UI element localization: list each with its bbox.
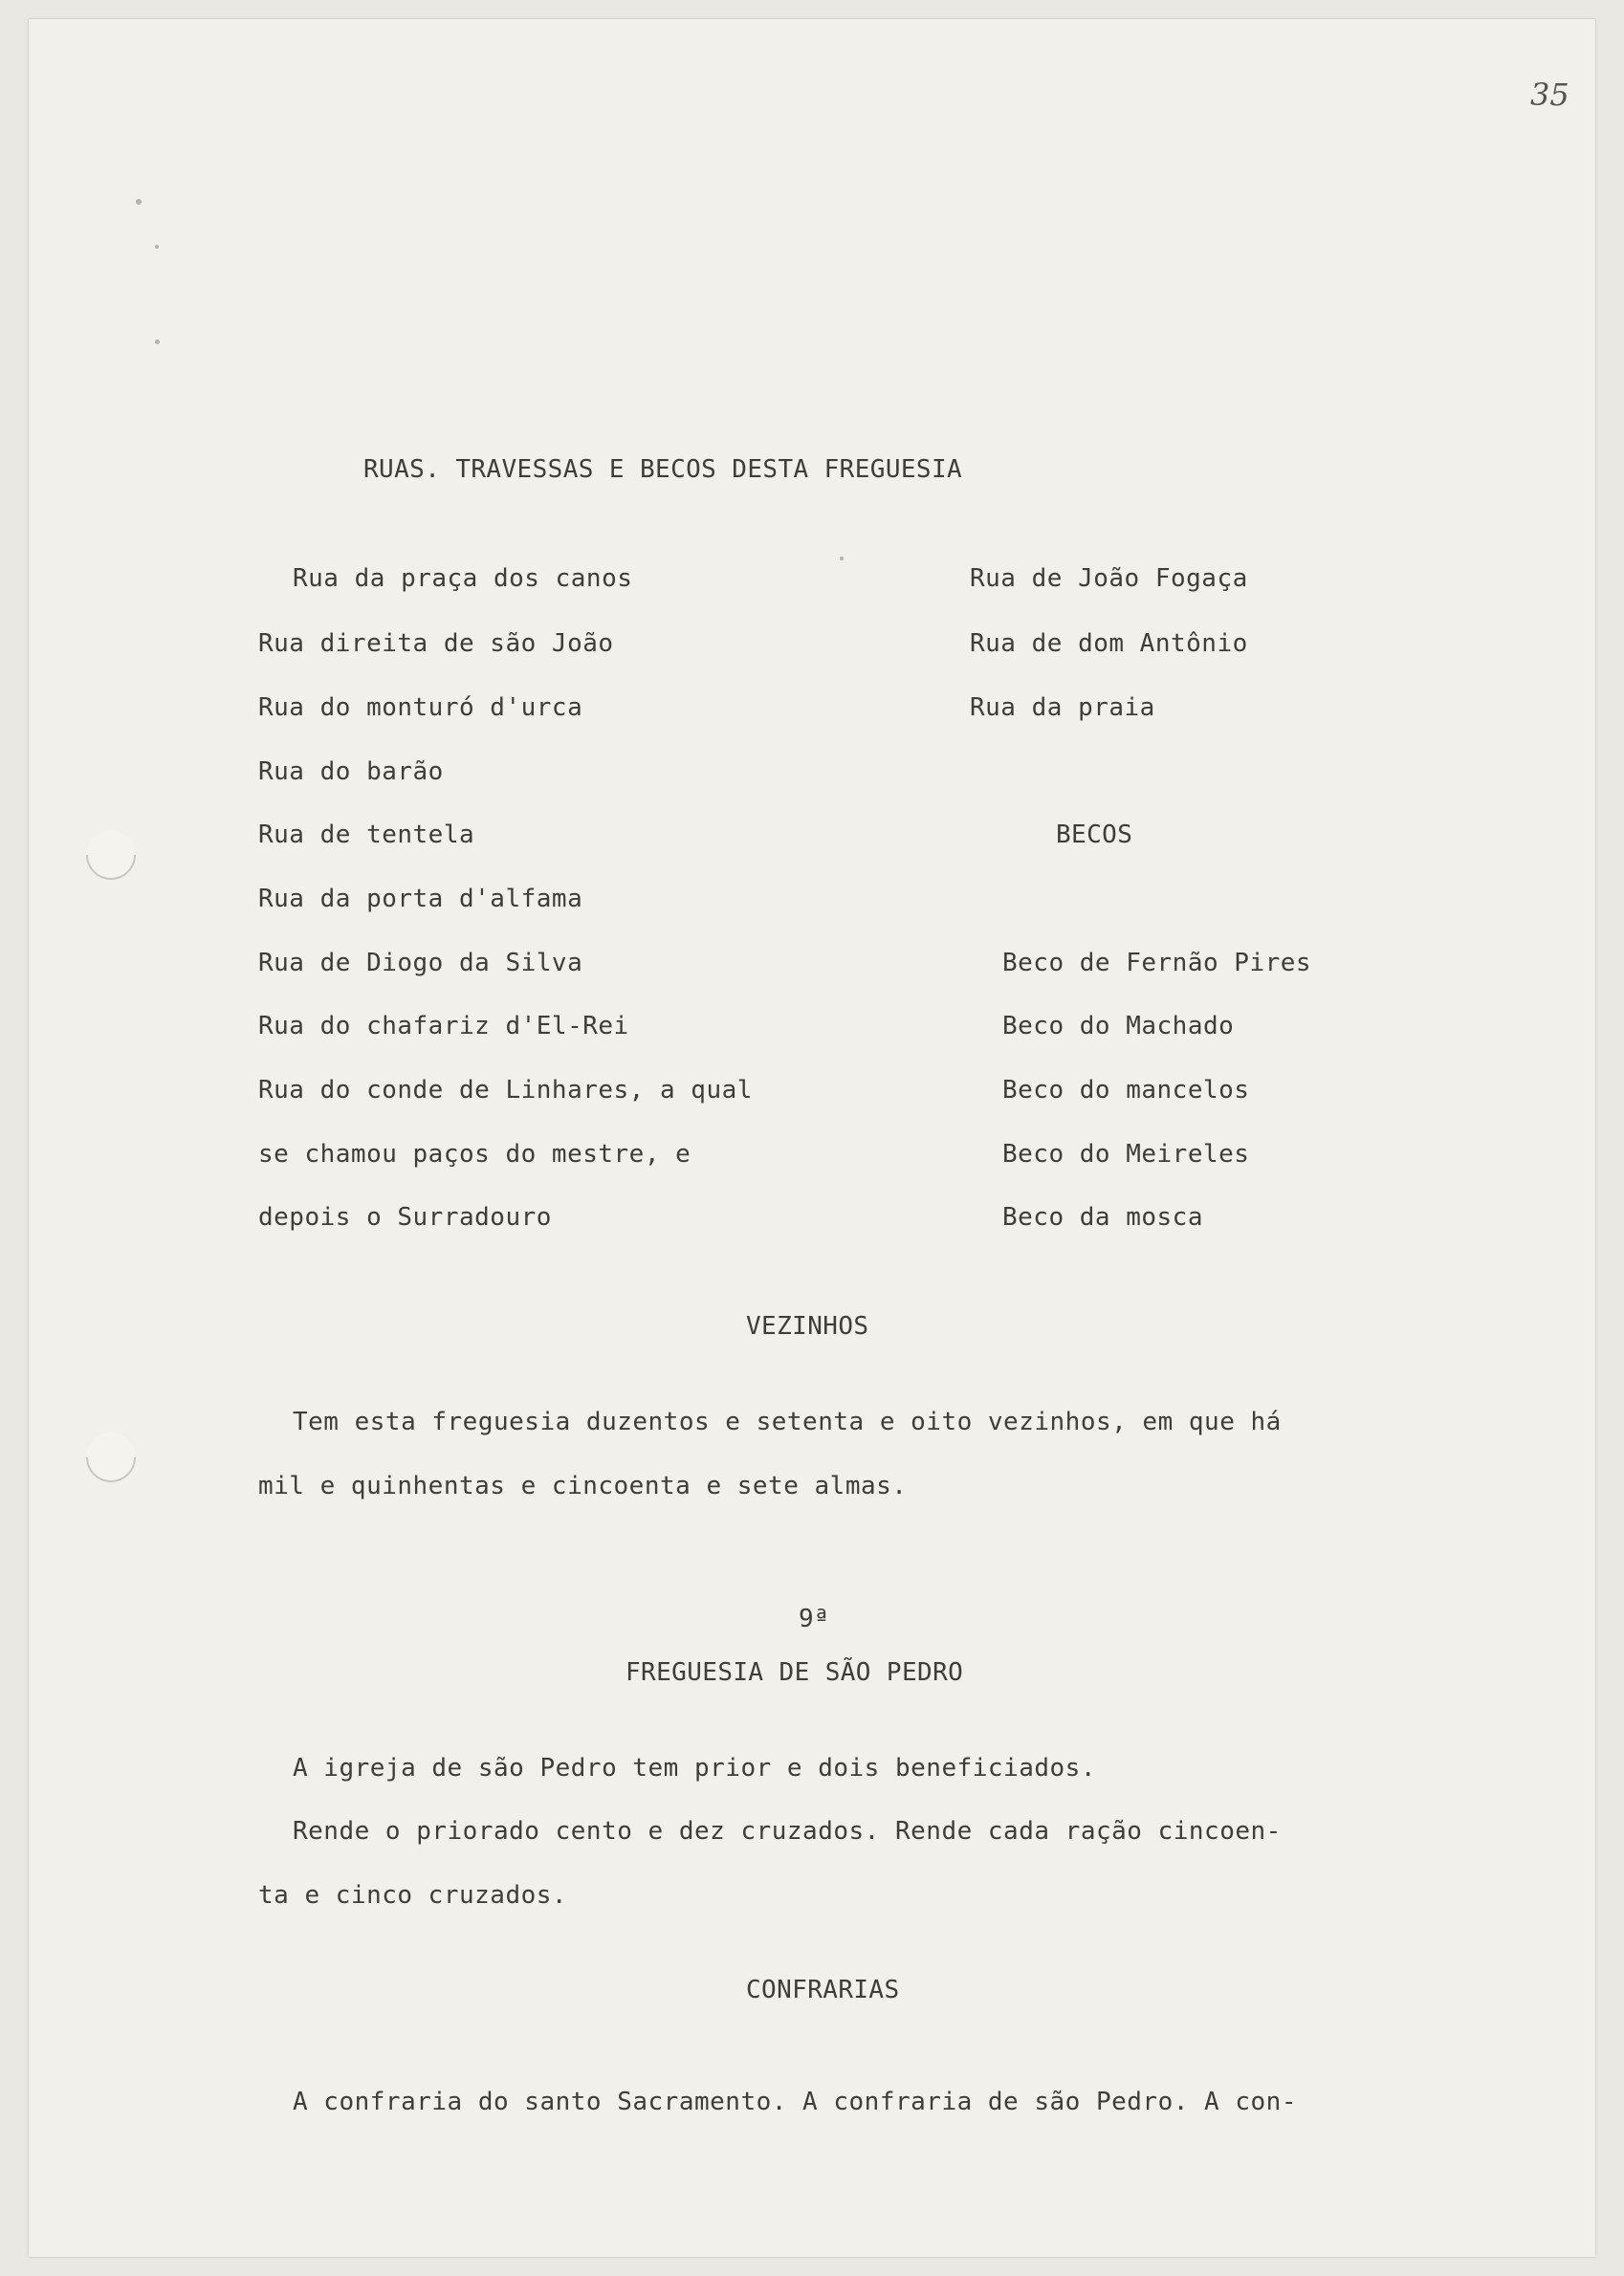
beco-line: Beco da mosca — [1002, 1203, 1203, 1232]
document-page — [29, 19, 1595, 2257]
paragraph-line: A confraria do santo Sacramento. A confraria de são Pedro. A con- — [293, 2088, 1297, 2116]
rua-line: Rua do chafariz d'El-Rei — [258, 1012, 629, 1040]
specks — [136, 199, 142, 205]
beco-line: Beco do mancelos — [1002, 1076, 1250, 1105]
rua-line: Rua da porta d'alfama — [258, 885, 583, 913]
confrarias-heading: CONFRARIAS — [746, 1976, 900, 2004]
rua-line: se chamou paços do mestre, e — [258, 1140, 691, 1169]
ruas-heading: RUAS. TRAVESSAS E BECOS DESTA FREGUESIA — [363, 455, 963, 484]
rua-line: Rua da praça dos canos — [293, 564, 633, 593]
beco-line: Beco do Machado — [1002, 1012, 1235, 1040]
specks — [155, 339, 160, 344]
rua-line: depois o Surradouro — [258, 1203, 552, 1232]
specks — [155, 245, 159, 249]
rua-line: Rua direita de são João — [258, 629, 614, 658]
beco-line: Beco de Fernão Pires — [1002, 949, 1312, 977]
rua-line: Rua de João Fogaça — [970, 564, 1248, 593]
paragraph-line: Tem esta freguesia duzentos e setenta e oito vezinhos, em que há — [293, 1408, 1282, 1436]
paragraph-line: ta e cinco cruzados. — [258, 1881, 568, 1910]
paragraph-line: Rende o priorado cento e dez cruzados. Rende cada ração cincoen- — [293, 1817, 1282, 1846]
rua-line: Rua de tentela — [258, 821, 475, 849]
punch-hole — [76, 820, 146, 890]
rua-line: Rua do monturó d'urca — [258, 693, 583, 722]
specks — [840, 557, 844, 560]
becos-heading: BECOS — [1056, 821, 1133, 849]
rua-line: Rua de Diogo da Silva — [258, 949, 583, 977]
rua-line: Rua da praia — [970, 693, 1155, 722]
paragraph-line: A igreja de são Pedro tem prior e dois beneficiados. — [293, 1754, 1096, 1783]
freguesia-heading: FREGUESIA DE SÃO PEDRO — [625, 1658, 964, 1687]
rua-line: Rua de dom Antônio — [970, 629, 1248, 658]
rua-line: Rua do barão — [258, 757, 444, 786]
vezinhos-heading: VEZINHOS — [746, 1312, 869, 1341]
beco-line: Beco do Meireles — [1002, 1140, 1250, 1169]
paragraph-line: mil e quinhentas e cincoenta e sete almas. — [258, 1472, 908, 1500]
rua-line: Rua do conde de Linhares, a qual — [258, 1076, 753, 1105]
punch-hole — [76, 1422, 146, 1493]
page-number: 35 — [1530, 77, 1569, 113]
section-number: 9ª — [799, 1605, 830, 1633]
